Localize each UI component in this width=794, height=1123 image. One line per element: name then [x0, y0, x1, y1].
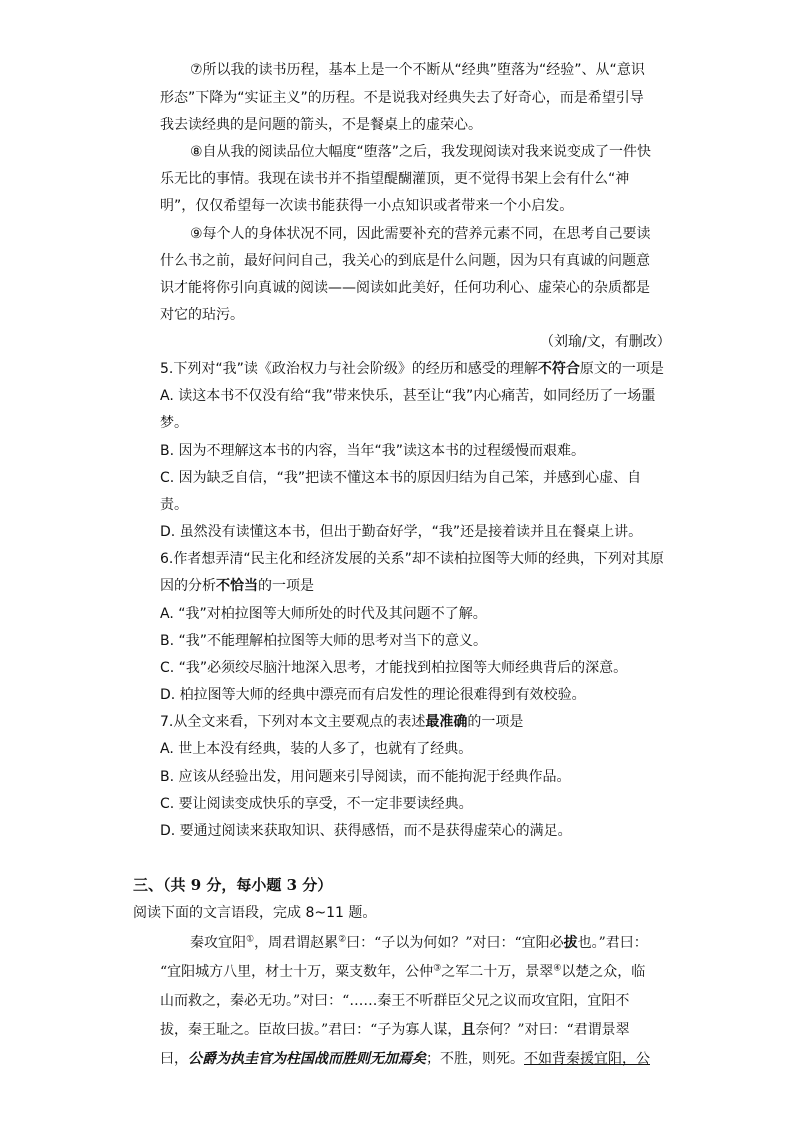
keyword-qie: 且 — [461, 1022, 476, 1038]
keyword-ba: 拔 — [563, 935, 578, 951]
q6-option-a: A. “我”对柏拉图等大师所处的时代及其问题不了解。 — [160, 606, 487, 622]
q5-option-b: B. 因为不理解这本书的内容，当年“我”读这本书的过程缓慢而艰难。 — [160, 443, 586, 459]
q5-option-c-line-2: 责。 — [160, 497, 188, 513]
q7-option-c: C. 要让阅读变成快乐的享受，不一定非要读经典。 — [160, 796, 473, 812]
q5-option-c-line-1: C. 因为缺乏自信，“我”把读不懂这本书的原因归结为自己笨，并感到心虚、自 — [160, 470, 642, 486]
q5-emphasis: 不符合 — [537, 361, 580, 377]
footnote-marker-3: ③ — [433, 963, 442, 974]
footnote-marker-2: ② — [338, 934, 347, 945]
para9-line-2: 什么书之前，最好问问自己，我关心的到底是什么问题，因为只有真诚的问题意 — [160, 253, 650, 269]
q6-stem-line-2: 因的分析不恰当的一项是 — [160, 578, 314, 594]
q5-stem: 5.下列对“我”读《政治权力与社会阶级》的经历和感受的理解不符合原文的一项是 — [160, 361, 664, 377]
q6-stem-line-1: 6.作者想弄清“民主化和经济发展的关系”却不读柏拉图等大师的经典，下列对其原 — [160, 551, 664, 567]
para8-line-3: 明”，仅仅希望每一次读书能获得一小点知识或者带来一个小启发。 — [160, 198, 574, 214]
para7-line-2: 形态”下降为“实证主义”的历程。不是说我对经典失去了好奇心，而是希望引导 — [160, 90, 644, 106]
classical-line-2: “宜阳城方八里，材士十万，粟支数年，公仲③之军二十万，景翠④以楚之众，临 — [160, 963, 646, 980]
classical-line-1: 秦攻宜阳①，周君谓赵累②曰：“子以为何如？”对曰：“宜阳必拔也。”君曰： — [190, 934, 648, 951]
footnote-marker-4: ④ — [553, 963, 562, 974]
bold-italic-sentence: 公爵为执圭官为柱国战而胜则无加焉矣 — [188, 1051, 426, 1067]
q6-emphasis: 不恰当 — [216, 578, 258, 594]
section-3-title: 三、（共 9 分，每小题 3 分） — [133, 876, 333, 894]
para9-line-4: 对它的玷污。 — [160, 307, 244, 323]
classical-line-3: 山而救之，秦必无功。”对曰：“……秦王不听群臣父兄之议而攻宜阳，宜阳不 — [160, 993, 630, 1009]
q7-option-b: B. 应该从经验出发，用问题来引导阅读，而不能拘泥于经典作品。 — [160, 769, 571, 785]
para9-line-3: 识才能将你引向真诚的阅读——阅读如此美好，任何功利心、虚荣心的杂质都是 — [160, 280, 650, 296]
classical-line-5: 曰，公爵为执圭官为柱国战而胜则无加焉矣；不胜，则死。不如背秦援宜阳，公 — [160, 1051, 650, 1067]
q7-emphasis: 最准确 — [425, 714, 468, 730]
source-attribution: （刘瑜/文，有删改） — [540, 334, 671, 350]
q6-option-c: C. “我”必须绞尽脑汁地深入思考，才能找到柏拉图等大师经典背后的深意。 — [160, 660, 628, 676]
q5-option-a-line-2: 梦。 — [160, 415, 188, 431]
q6-option-b: B. “我”不能理解柏拉图等大师的思考对当下的意义。 — [160, 633, 488, 649]
para8-line-1: ⑧自从我的阅读品位大幅度“堕落”之后，我发现阅读对我来说变成了一件快 — [190, 144, 652, 160]
q7-option-d: D. 要通过阅读来获取知识、获得感悟，而不是获得虚荣心的满足。 — [160, 823, 572, 839]
q5-option-d: D. 虽然没有读懂这本书，但出于勤奋好学，“我”还是接着读并且在餐桌上讲。 — [160, 524, 643, 540]
q6-option-d: D. 柏拉图等大师的经典中漂亮而有启发性的理论很难得到有效校验。 — [160, 687, 586, 703]
classical-line-4: 拔，秦王耻之。臣故曰拔。”君曰：“子为寡人谋，且奈何？”对曰：“君谓景翠 — [160, 1022, 630, 1038]
underlined-sentence: 不如背秦援宜阳，公 — [524, 1051, 650, 1067]
para7-line-1: ⑦所以我的读书历程，基本上是一个不断从“经典”堕落为“经验”、从“意识 — [190, 62, 645, 78]
para8-line-2: 乐无比的事情。我现在读书并不指望醍醐灌顶，更不觉得书架上会有什么“神 — [160, 171, 630, 187]
q7-option-a: A. 世上本没有经典，装的人多了，也就有了经典。 — [160, 741, 473, 757]
q5-option-a-line-1: A. 读这本书不仅没有给“我”带来快乐，甚至让“我”内心痛苦，如同经历了一场噩 — [160, 388, 656, 404]
section-3-instruction: 阅读下面的文言语段，完成 8~11 题。 — [133, 905, 377, 921]
q7-stem: 7.从全文来看，下列对本文主要观点的表述最准确的一项是 — [160, 714, 524, 730]
para9-line-1: ⑨每个人的身体状况不同，因此需要补充的营养元素不同，在思考自己要读 — [190, 226, 651, 242]
footnote-marker-1: ① — [246, 934, 255, 945]
para7-line-3: 我去读经典的是问题的箭头，不是餐桌上的虚荣心。 — [160, 117, 482, 133]
